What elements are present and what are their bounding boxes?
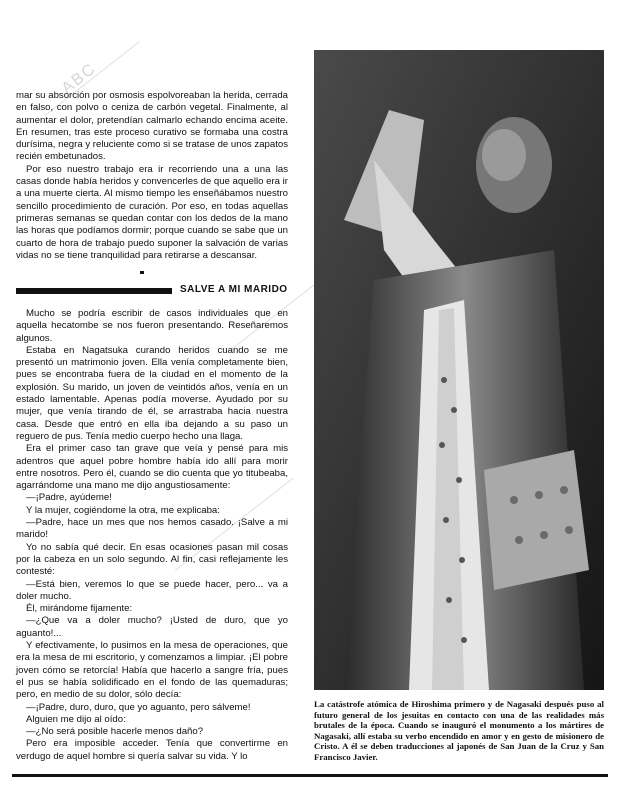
section-title: SALVE A MI MARIDO [180, 284, 288, 295]
paragraph: Pero era imposible acceder. Tenía que convertirme en verdugo de aquel hombre si quería salvar su vida. Y lo [16, 738, 288, 762]
paragraph: —¿No será posible hacerle menos daño? [26, 726, 204, 738]
paragraph: Era el primer caso tan grave que veía y pensé para mis adentros que aquel pobre hombre había ido allí para morir entre nosotros. Pero él, cuando se dio cuenta que yo titubeaba, agarrándome una mano me dijo angustiosamente: [16, 443, 288, 492]
paragraph: Estaba en Nagatsuka curando heridos cuando se me presentó un matrimonio joven. Ella venía completamente bien, pues se encontraba fuera de la ciudad en el momento de la explosión. Su marido, un joven de veintidós años, venía en un estado lamentable. Apenas podía moverse. Ayudado por su mujer, que venía tirando de él, se arrastraba hacia nuestra casa. Desde que entró en ella iba dejando a su paso un reguero de pus. Tenía medio cuerpo hecho una llaga. [16, 344, 288, 442]
bottom-rule [12, 774, 608, 777]
paragraph: Alguien me dijo al oído: [26, 713, 126, 725]
paragraph: mar su absorción por osmosis espolvoreaban la herida, cerrada en falso, con polvo o ceniza de carbón vegetal. Finalmente, al aumentar el dolor, pretendían calmarlo echando encima aceite. En resumen, tras este proceso curativo se formaba una costra durísima, negra y reluciente como si se tratase de unos zapatos recién embetunados. [16, 90, 288, 163]
section-bar [16, 288, 172, 294]
paragraph: Él, mirándome fijamente: [26, 603, 133, 615]
paragraph: Mucho se podría escribir de casos individuales que en aquella hecatombe se nos fueron presentando. Reseñaremos algunos. [16, 308, 288, 344]
paragraph: —¡Padre, ayúdeme! [26, 492, 112, 504]
article-top-column [16, 90, 288, 262]
paragraph: —¿Que va a doler mucho? ¡Usted de duro, que yo aguanto!... [16, 615, 288, 639]
article-body-column [16, 308, 288, 763]
paragraph: Y la mujer, cogiéndome la otra, me explicaba: [26, 504, 220, 516]
section-header [16, 284, 288, 298]
paragraph: —¡Padre, duro, duro, que yo aguanto, pero sálveme! [26, 701, 251, 713]
divider-mark [140, 271, 144, 274]
photo-illustration [314, 50, 604, 690]
photo-priest-vestments [314, 50, 604, 690]
paragraph: Yo no sabía qué decir. En esas ocasiones pasan mil cosas por la cabeza en un solo segundo. Al fin, casi reflejamente les contesté: [16, 541, 288, 578]
paragraph: —Padre, hace un mes que nos hemos casado. ¡Salve a mi marido! [16, 517, 288, 541]
photo-caption: La catástrofe atómica de Hiroshima primero y de Nagasaki después puso al futuro general de los jesuitas en contacto con una de las realidades más brutales de la época. Cuando se inauguró el monumento a los mártires de Nagasaki, allí estaba su verbo encendido en amor y en gesto de misionero de Cristo. A él se deben traducciones al japonés de San Juan de la Cruz y San Francisco Javier. [314, 699, 604, 762]
paragraph: Y efectivamente, lo pusimos en la mesa de operaciones, que era la mesa de mi escritorio, y comenzamos a limpiar. ¡El pobre joven cómo se retorcía! Había que hacerlo a sangre fría, pues el pus se había solidificado en el fondo de las quemaduras; pero, en medio de su dolor, sólo decía: [16, 640, 288, 701]
paragraph: Por eso nuestro trabajo era ir recorriendo una a una las casas donde había heridos y convencerles de que aquello era ir a una muerte cierta. Al mismo tiempo les enseñábamos nuestro sencillo procedimiento de curación. Por eso, en todas aquellas primeras semanas se quedan contar con los dedos de la mano las horas que podíamos dormir; porque cuando se sabe que un cuarto de hora de trabajo puedo suponer la salvación de varias vidas no se tiene tranquilidad para retirarse a descansar. [16, 163, 289, 261]
watermark: ABC [58, 59, 100, 98]
paragraph: —Está bien, veremos lo que se puede hacer, pero... va a doler mucho. [16, 578, 288, 602]
